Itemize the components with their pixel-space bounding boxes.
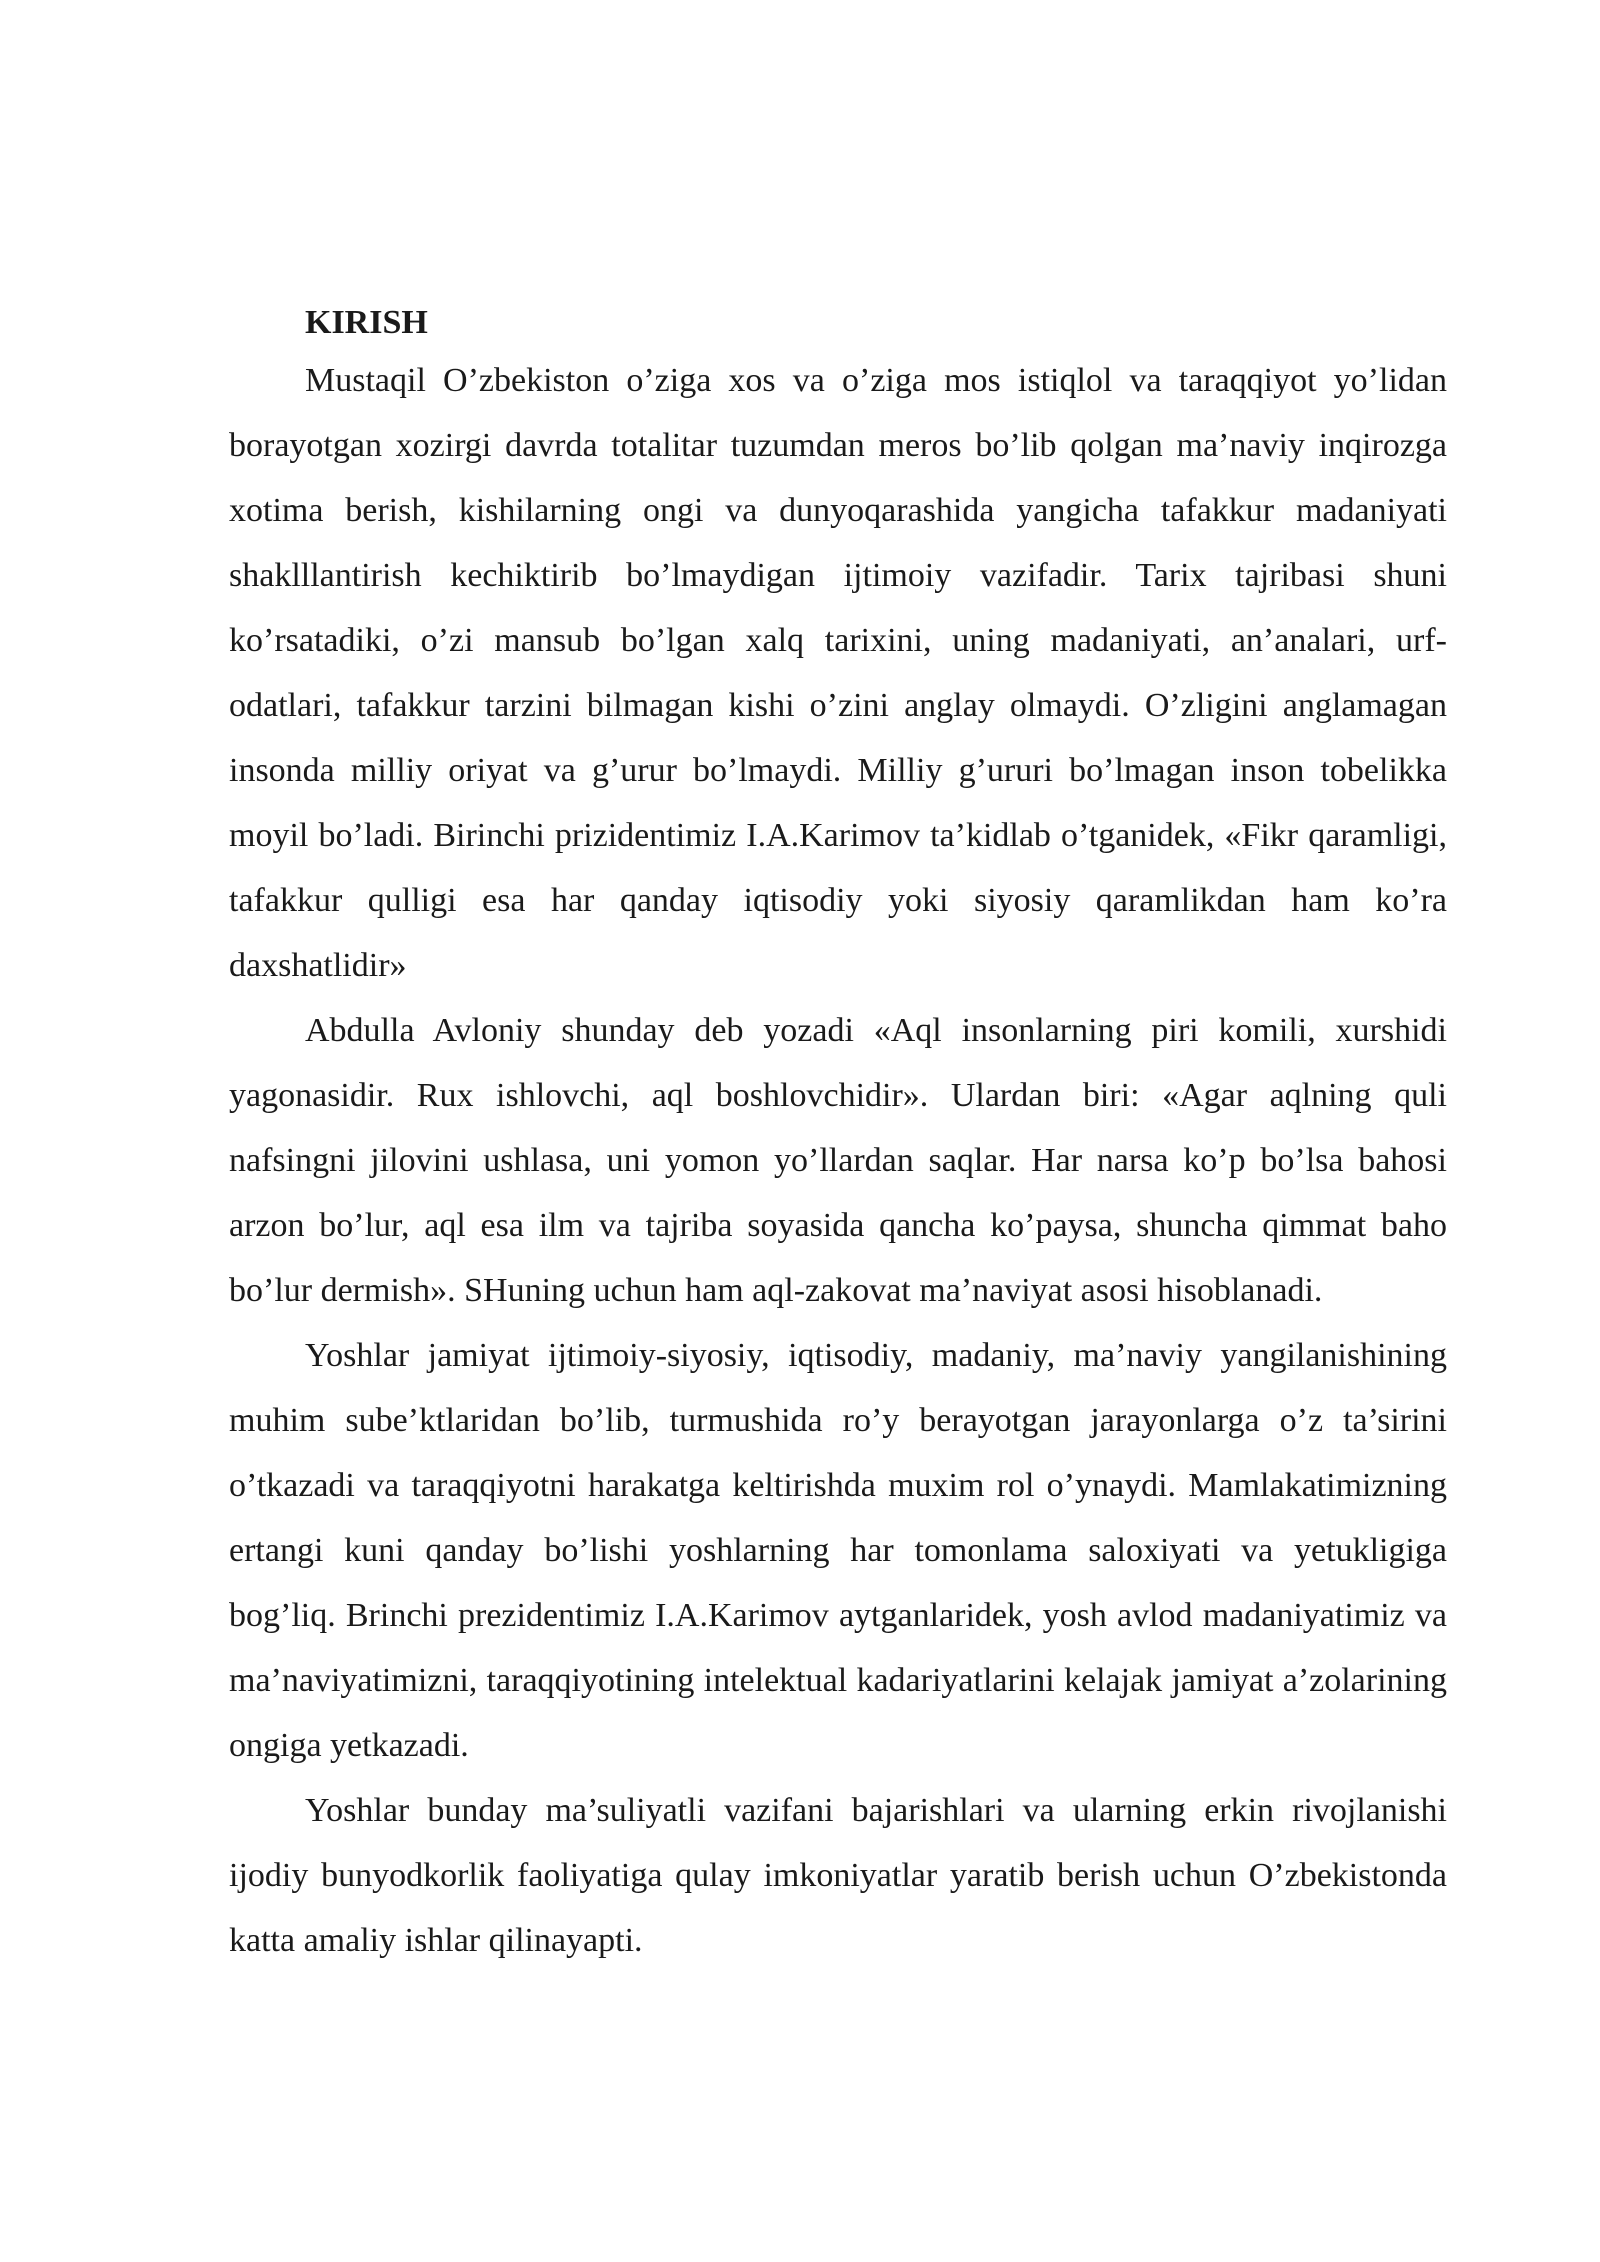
paragraph-2: Abdulla Avloniy shunday deb yozadi «Aql insonlarning piri komili, xurshidi yagonasidir. Rux ishlovchi, aql boshlovchidir». Ulardan biri: «Agar aqlning quli nafsingni jilovini ushlasa, uni yomon yo’llardan saqlar. Har narsa ko’p bo’lsa bahosi arzon bo’lur, aql esa ilm va tajriba soyasida qancha ko’paysa, shuncha qimmat baho bo’lur dermish». SHuning uchun ham aql-zakovat ma’naviyat asosi hisoblanadi.: [229, 1012, 1447, 1309]
paragraph-3: Yoshlar jamiyat ijtimoiy-siyosiy, iqtisodiy, madaniy, ma’naviy yangilanishining muhim sube’ktlaridan bo’lib, turmushida ro’y berayotgan jarayonlarga o’z ta’sirini o’tkazadi va taraqqiyotni harakatga keltirishda muxim rol o’ynaydi. Mamlakatimizning ertangi kuni qanday bo’lishi yoshlarning har tomonlama saloxiyati va yetukligiga bog’liq. Brinchi prezidentimiz I.A.Karimov aytganlaridek, yosh avlod madaniyatimiz va ma’naviyatimizni, taraqqiyotining intelektual kadariyatlarini kelajak jamiyat a’zolarining ongiga yetkazadi.: [229, 1337, 1447, 1764]
document-body: [229, 298, 1447, 1973]
paragraph-1: Mustaqil O’zbekiston o’ziga xos va o’ziga mos istiqlol va taraqqiyot yo’lidan borayotgan xozirgi davrda totalitar tuzumdan meros bo’lib qolgan ma’naviy inqirozga xotima berish, kishilarning ongi va dunyoqarashida yangicha tafakkur madaniyati shaklllantirish kechiktirib bo’lmaydigan ijtimoiy vazifadir. Tarix tajribasi shuni ko’rsatadiki, o’zi mansub bo’lgan xalq tarixini, uning madaniyati, an’analari, urf-odatlari, tafakkur tarzini bilmagan kishi o’zini anglay olmaydi. O’zligini anglamagan insonda milliy oriyat va g’urur bo’lmaydi. Milliy g’ururi bo’lmagan inson tobelikka moyil bo’ladi. Birinchi prizidentimiz I.A.Karimov ta’kidlab o’tganidek, «Fikr qaramligi, tafakkur qulligi esa har qanday iqtisodiy yoki siyosiy qaramlikdan ham ko’ra daxshatlidir»: [229, 362, 1447, 984]
paragraph-4: Yoshlar bunday ma’suliyatli vazifani bajarishlari va ularning erkin rivojlanishi ijodiy bunyodkorlik faoliyatiga qulay imkoniyatlar yaratib berish uchun O’zbekistonda katta amaliy ishlar qilinayapti.: [229, 1792, 1447, 1959]
section-heading: KIRISH: [305, 304, 428, 341]
